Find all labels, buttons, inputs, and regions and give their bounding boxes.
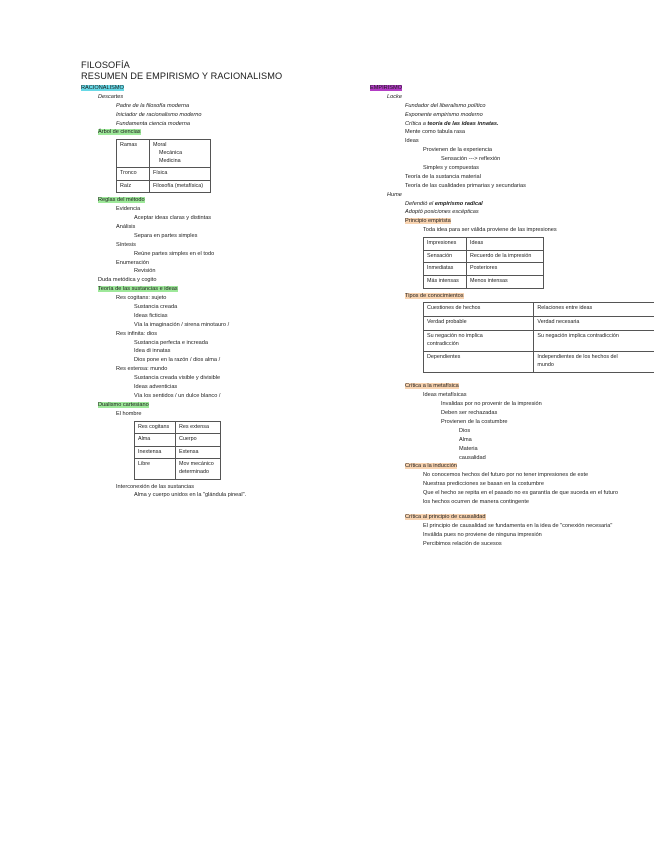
list-item: Res infinita: dios xyxy=(116,330,158,337)
reglas-heading: Reglas del método xyxy=(98,197,145,204)
list-item: Alma xyxy=(459,436,472,443)
table-cell: Moral Mecánica Medicina xyxy=(150,140,211,168)
table-cell: Mov mecánico determinado xyxy=(176,459,221,479)
list-item: Alma y cuerpo unidos en la "glándula pineal". xyxy=(134,492,247,499)
list-item: Evidencia xyxy=(116,206,141,213)
list-item: Invalidas por no provenir de la impresión xyxy=(441,401,542,408)
impresiones-table xyxy=(423,237,544,288)
table-cell: Inmediatas xyxy=(424,263,467,276)
list-item: Teoría de las cualidades primarias y secundarias xyxy=(405,182,526,189)
table-cell: Tronco xyxy=(117,168,150,181)
list-item: Idea di innatas xyxy=(134,348,171,355)
critica-induccion-heading: Crítica a la inducción xyxy=(405,463,457,470)
table-cell: Cuestiones de hechos xyxy=(424,303,534,317)
table-row xyxy=(424,250,544,263)
list-item: Reúne partes simples en el todo xyxy=(134,250,215,257)
dualismo-table xyxy=(134,421,221,480)
descartes-label: Descartes xyxy=(98,93,124,100)
table-row xyxy=(424,352,654,373)
locke-label: Locke xyxy=(387,93,402,100)
table-cell: Dependientes xyxy=(424,352,534,373)
empirismo-heading: EMPIRISMO xyxy=(370,85,403,91)
list-item: Nuestras predicciones se basan en la costumbre xyxy=(423,481,544,488)
list-item: Materia xyxy=(459,445,478,452)
list-item: Vía los sentidos / un dulce blanco / xyxy=(134,392,221,399)
racionalismo-heading: RACIONALISMO xyxy=(81,85,124,91)
list-item: Provienen de la costumbre xyxy=(441,418,508,425)
list-item: Adoptó posiciones escépticas xyxy=(405,209,479,216)
arbol-heading: Árbol de ciencias xyxy=(98,129,141,136)
arbol-table xyxy=(116,139,211,193)
title-line-1: FILOSOFÍA xyxy=(81,60,130,70)
empirismo-column xyxy=(370,84,654,548)
list-item: Que el hecho se repita en el pasado no es garantía de que suceda en el futuro xyxy=(423,490,618,497)
table-row xyxy=(135,434,221,447)
critica-metafisica-heading: Crítica a la metafísica xyxy=(405,383,459,390)
table-row xyxy=(424,238,544,251)
table-row xyxy=(135,446,221,459)
list-item: Separa en partes simples xyxy=(134,232,198,239)
table-cell: Ideas xyxy=(467,238,544,251)
table-row xyxy=(424,275,544,288)
list-item: Inválida pues no proviene de ninguna impresión xyxy=(423,531,542,538)
hume-label: Hume xyxy=(387,191,402,198)
table-cell: Relaciones entre ideas xyxy=(534,303,654,317)
list-item xyxy=(370,200,654,209)
table-cell: Verdad necesaria xyxy=(534,317,654,331)
list-item: Fundador del liberalismo político xyxy=(405,102,486,109)
list-item: Análisis xyxy=(116,223,136,230)
critica-causalidad-heading: Crítica al principio de causalidad xyxy=(405,513,486,520)
table-cell: Ramas xyxy=(117,140,150,168)
table-cell: Su negación implica contradicción xyxy=(534,331,654,352)
list-item xyxy=(370,120,654,129)
table-cell: Cuerpo xyxy=(176,434,221,447)
list-item: Res cogitans: sujeto xyxy=(116,295,167,302)
list-item: Sustancia perfecta e increada xyxy=(134,339,209,346)
text-fragment-bold: teoría de las ideas innatas. xyxy=(427,120,499,127)
table-cell: Extensa xyxy=(176,446,221,459)
dualismo-heading: Dualismo cartesiano xyxy=(98,401,149,408)
descartes-point: Padre de la filosofía moderna xyxy=(116,102,190,109)
text-fragment: Defendió el xyxy=(405,200,435,207)
list-item: Ideas ficticias xyxy=(134,312,168,319)
table-cell: Impresiones xyxy=(424,238,467,251)
table-cell: Libre xyxy=(135,459,176,479)
table-row xyxy=(424,263,544,276)
table-row xyxy=(135,459,221,479)
table-cell: Independientes de los hechos del mundo xyxy=(534,352,654,373)
list-item: Ideas metafísicas xyxy=(423,392,467,399)
descartes-point: Iniciador de racionalismo moderno xyxy=(116,111,202,118)
list-item: El hombre xyxy=(116,410,142,417)
table-cell: Física xyxy=(150,168,211,181)
list-item: Enumeración xyxy=(116,259,149,266)
tipos-heading: Tipos de conocimientos xyxy=(405,292,464,299)
table-cell: Filosofía (metafísica) xyxy=(150,180,211,193)
list-item: Sustancia creada xyxy=(134,304,178,310)
table-row xyxy=(117,168,211,181)
table-cell: Res extensa xyxy=(176,421,221,434)
document-title xyxy=(81,60,282,81)
list-item: No conocemos hechos del futuro por no tener impresiones de este xyxy=(423,472,589,479)
table-row xyxy=(117,180,211,193)
list-item: Mente como tabula rasa xyxy=(405,129,466,136)
racionalismo-column xyxy=(81,84,351,500)
list-item: Sensación ---> reflexión xyxy=(441,156,501,163)
list-item: Aceptar ideas claras y distintas xyxy=(134,215,212,222)
table-cell: Verdad probable xyxy=(424,317,534,331)
principio-heading: Principio empirista xyxy=(405,218,451,225)
table-cell: Menos intensas xyxy=(467,275,544,288)
table-cell: Más intensas xyxy=(424,275,467,288)
list-item: los hechos ocurren de manera contingente xyxy=(423,498,530,505)
table-cell: Posteriores xyxy=(467,263,544,276)
list-item: Simples y compuestas xyxy=(423,165,479,172)
list-item: Vía la imaginación / sirena minotauro / xyxy=(134,321,230,328)
list-item: Teoría de la sustancia material xyxy=(405,173,481,180)
table-row xyxy=(135,421,221,434)
tipos-table xyxy=(423,302,654,373)
table-row xyxy=(424,331,654,352)
table-cell: Alma xyxy=(135,434,176,447)
list-item: Provienen de la experiencia xyxy=(423,147,493,154)
title-line-2: RESUMEN DE EMPIRISMO Y RACIONALISMO xyxy=(81,70,283,81)
table-row xyxy=(117,140,211,168)
list-item: Interconexión de las sustancias xyxy=(116,483,195,490)
list-item: Dios xyxy=(459,427,471,434)
list-item: El principio de causalidad se fundamenta en la idea de "conexión necesaria" xyxy=(423,522,613,529)
descartes-point: Fundamenta ciencia moderna xyxy=(116,120,191,127)
table-cell: Recuerdo de la impresión xyxy=(467,250,544,263)
list-item: Revisión xyxy=(134,268,156,275)
table-cell: Su negación no implica contradicción xyxy=(424,331,534,352)
table-row xyxy=(424,303,654,317)
list-item: Ideas adventicias xyxy=(134,384,178,391)
list-item: Deben ser rechazadas xyxy=(441,410,498,417)
list-item: Síntesis xyxy=(116,241,136,248)
list-item: Res extensa: mundo xyxy=(116,366,168,373)
list-item: Ideas xyxy=(405,138,419,145)
list-item: Dios pone en la razón / dios alma / xyxy=(134,357,221,364)
text-fragment-bold: empirismo radical xyxy=(434,200,483,207)
teoria-heading: Teoría de las sustancias e ideas xyxy=(98,286,178,293)
list-item: Percibimos relación de sucesos xyxy=(423,540,502,547)
list-item: causalidad xyxy=(459,454,486,461)
table-cell: Res cogitans xyxy=(135,421,176,434)
table-row xyxy=(424,317,654,331)
text-fragment: Crítica a xyxy=(405,120,428,127)
list-item: Toda idea para ser válida proviene de las impresiones xyxy=(423,227,557,234)
table-cell: Raíz xyxy=(117,180,150,193)
list-item: Sustancia creada visible y divisible xyxy=(134,375,221,382)
table-cell: Inextensa xyxy=(135,446,176,459)
list-item: Duda metódica y cogito xyxy=(98,277,157,284)
table-cell: Sensación xyxy=(424,250,467,263)
list-item: Exponente empirismo moderno xyxy=(405,111,483,118)
